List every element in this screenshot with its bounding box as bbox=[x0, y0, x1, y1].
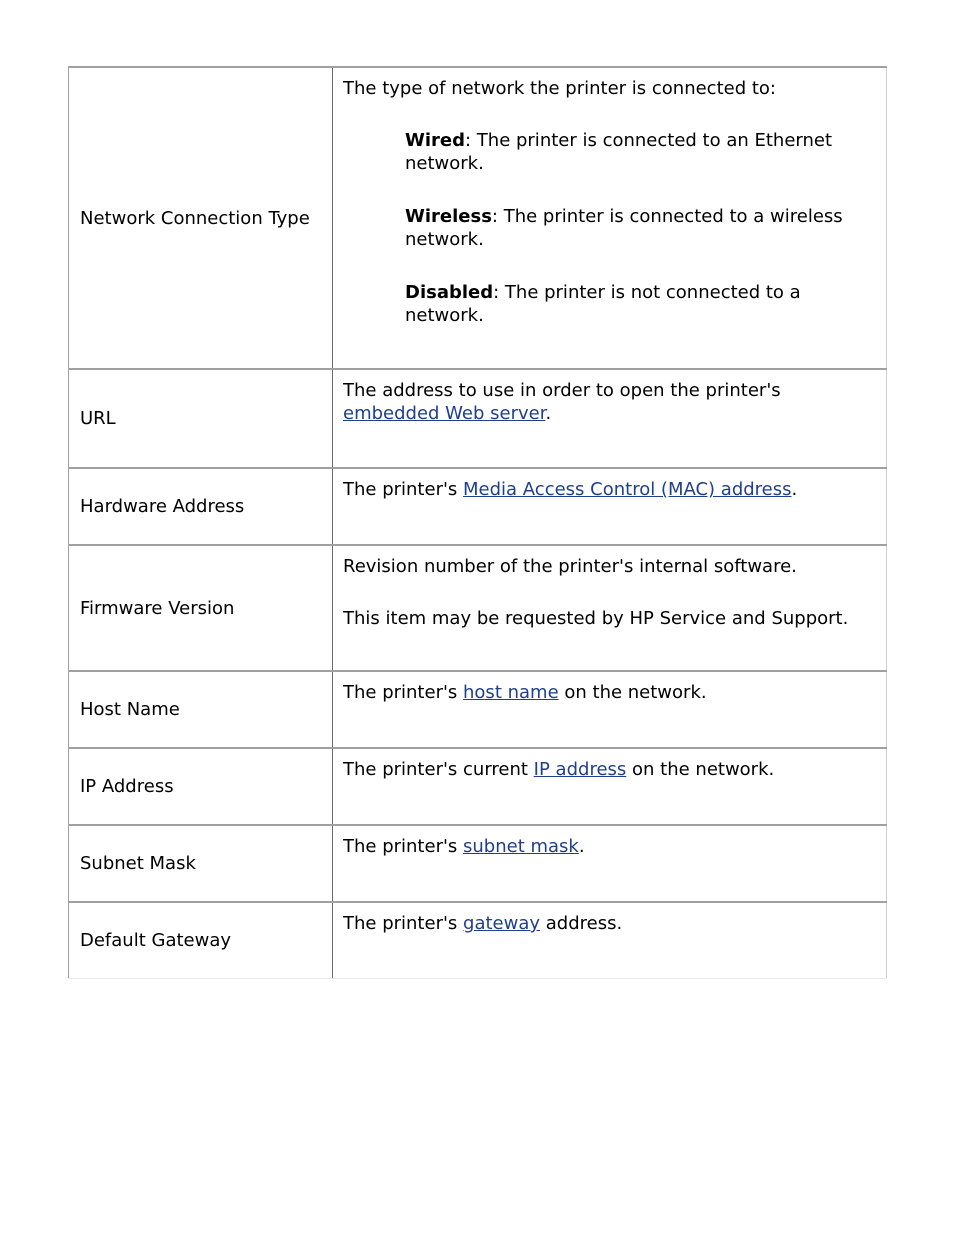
description-text: The printer's bbox=[343, 479, 464, 500]
gateway-link[interactable]: gateway bbox=[463, 913, 541, 934]
network-settings-table bbox=[68, 66, 887, 979]
option-term: Wired bbox=[405, 130, 465, 151]
description-text: . bbox=[578, 836, 585, 857]
row-label: Firmware Version bbox=[80, 597, 235, 619]
row-description: Revision number of the printer's internal software. bbox=[343, 556, 797, 577]
label-cell bbox=[69, 545, 333, 671]
option-text: : The printer is not connected to a network. bbox=[405, 282, 801, 326]
table-row-network-connection-type bbox=[69, 67, 887, 369]
label-cell bbox=[69, 748, 333, 825]
description-text: The printer's bbox=[343, 836, 464, 857]
row-description bbox=[343, 758, 876, 781]
option-text: : The printer is connected to an Ethernet network. bbox=[405, 130, 833, 174]
option-disabled bbox=[405, 281, 876, 327]
row-label: URL bbox=[80, 408, 116, 429]
row-description-note: This item may be requested by HP Service and Support. bbox=[343, 608, 849, 629]
host-name-link[interactable]: host name bbox=[463, 682, 559, 703]
option-wireless bbox=[405, 205, 876, 251]
label-cell bbox=[69, 902, 333, 978]
ip-address-link[interactable]: IP address bbox=[533, 759, 627, 780]
label-cell bbox=[69, 825, 333, 902]
description-text: The printer's bbox=[343, 913, 464, 934]
row-label: Default Gateway bbox=[80, 929, 232, 951]
row-label: Host Name bbox=[80, 699, 180, 720]
description-cell bbox=[333, 748, 887, 825]
description-text: . bbox=[791, 479, 798, 500]
row-description bbox=[343, 912, 876, 935]
row-description bbox=[343, 681, 876, 704]
description-cell bbox=[333, 545, 887, 671]
description-cell bbox=[333, 369, 887, 468]
row-label: Subnet Mask bbox=[80, 853, 196, 874]
row-label: IP Address bbox=[80, 776, 174, 797]
label-cell bbox=[69, 671, 333, 748]
row-label: Hardware Address bbox=[80, 496, 245, 517]
description-text: The printer's current bbox=[343, 759, 534, 780]
row-description bbox=[343, 478, 876, 501]
label-cell bbox=[69, 369, 333, 468]
row-description bbox=[343, 379, 876, 425]
label-cell bbox=[69, 67, 333, 369]
description-text: The printer's bbox=[343, 682, 464, 703]
row-description bbox=[343, 835, 876, 858]
table-row-ip-address bbox=[69, 748, 887, 825]
description-text: on the network. bbox=[626, 759, 775, 780]
description-cell bbox=[333, 671, 887, 748]
row-description-intro: The type of network the printer is connected to: bbox=[343, 78, 776, 99]
description-text: on the network. bbox=[558, 682, 707, 703]
description-text: . bbox=[545, 403, 552, 424]
subnet-mask-link[interactable]: subnet mask bbox=[463, 836, 579, 857]
description-text: address. bbox=[540, 913, 623, 934]
option-text: : The printer is connected to a wireless network. bbox=[405, 206, 843, 250]
table-row-host-name bbox=[69, 671, 887, 748]
option-term: Disabled bbox=[405, 282, 494, 303]
table-row-firmware-version bbox=[69, 545, 887, 671]
description-text: The address to use in order to open the printer's bbox=[343, 380, 781, 401]
description-cell bbox=[333, 67, 887, 369]
table-row-url bbox=[69, 369, 887, 468]
connection-type-options bbox=[405, 129, 876, 327]
embedded-web-server-link[interactable]: embedded Web server bbox=[343, 403, 546, 424]
table-row-hardware-address bbox=[69, 468, 887, 545]
row-label: Network Connection Type bbox=[80, 207, 310, 229]
option-term: Wireless bbox=[405, 206, 492, 227]
description-cell bbox=[333, 902, 887, 978]
option-wired bbox=[405, 129, 876, 175]
table-row-subnet-mask bbox=[69, 825, 887, 902]
mac-address-link[interactable]: Media Access Control (MAC) address bbox=[463, 479, 792, 500]
description-cell bbox=[333, 468, 887, 545]
description-cell bbox=[333, 825, 887, 902]
table-row-default-gateway bbox=[69, 902, 887, 978]
label-cell bbox=[69, 468, 333, 545]
